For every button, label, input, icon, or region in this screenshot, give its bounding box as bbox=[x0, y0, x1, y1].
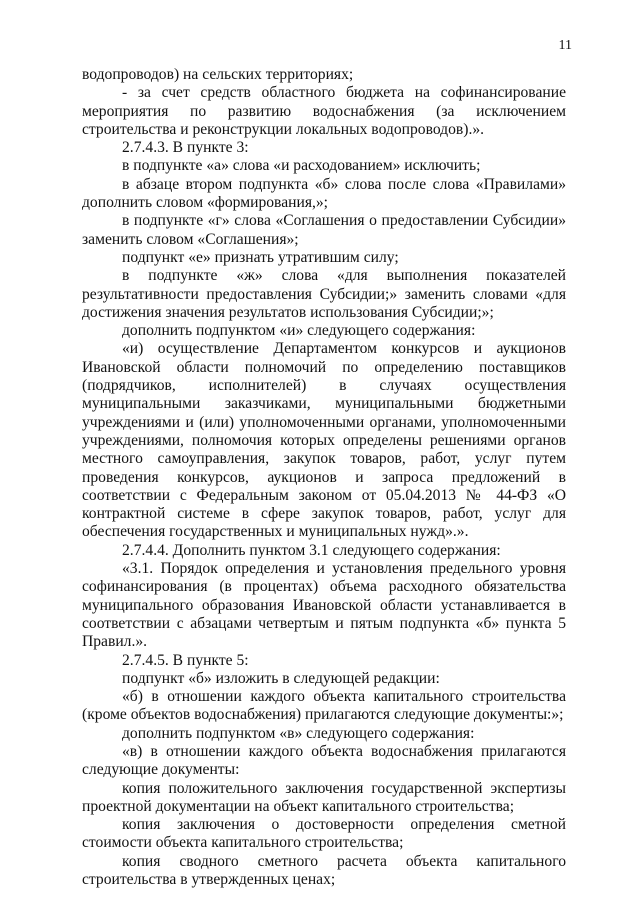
paragraph: в подпункте «г» слова «Соглашения о предоставлении Субсидии» заменить словом «Соглашения»; bbox=[82, 212, 566, 248]
paragraph: копия сводного сметного расчета объекта капитального строительства в утвержденных ценах; bbox=[82, 852, 566, 889]
document-body bbox=[82, 66, 566, 889]
paragraph: 2.7.4.5. В пункте 5: bbox=[122, 651, 249, 669]
paragraph: - за счет средств областного бюджета на софинансирование мероприятия по развитию водоснабжения (за исключением строительства и реконструкции локальных водопроводов).». bbox=[82, 84, 566, 138]
paragraph: «в) в отношении каждого объекта водоснабжения прилагаются следующие документы: bbox=[82, 742, 566, 779]
paragraph: 2.7.4.4. Дополнить пунктом 3.1 следующего содержания: bbox=[122, 541, 501, 559]
paragraph: копия заключения о достоверности определения сметной стоимости объекта капитального строительства; bbox=[82, 816, 566, 852]
paragraph: «б) в отношении каждого объекта капитального строительства (кроме объектов водоснабжения) прилагаются следующие документы:»; bbox=[82, 688, 566, 724]
paragraph: подпункт «е» признать утратившим силу; bbox=[122, 248, 399, 266]
paragraph: в подпункте «ж» слова «для выполнения показателей результативности предоставления Субсидии;» заменить словами «для достижения значения результатов использования Субсидии;»; bbox=[82, 267, 566, 321]
paragraph: в подпункте «а» слова «и расходованием» исключить; bbox=[122, 157, 481, 175]
page-number: 11 bbox=[558, 38, 572, 53]
paragraph: водопроводов) на сельских территориях; bbox=[82, 66, 354, 83]
paragraph: дополнить подпунктом «и» следующего содержания: bbox=[122, 322, 476, 340]
paragraph: копия положительного заключения государственной экспертизы проектной документации на объект капитального строительства; bbox=[82, 779, 566, 815]
paragraph: «3.1. Порядок определения и установления предельного уровня софинансирования (в процентах) объема расходного обязательства муниципального образования Ивановской области устанавливается в соответствии с абзацами четвертым и пятым подпункта «б» пункта 5 Правил.». bbox=[82, 560, 566, 651]
paragraph: «и) осуществление Департаментом конкурсов и аукционов Ивановской области полномочий по определению поставщиков (подрядчиков, исполнителей) в случаях осуществления муниципальными заказчиками, муниципальными бюджетными учреждениями и (или) уполномоченными органами, уполномоченными учреждениями, полномочия которых определены решениями органов местного самоуправления, закупок товаров, работ, услуг путем проведения конкурсов, аукционов и запроса предложений в соответствии с Федеральным законом от 05.04.2013 № 44-ФЗ «О контрактной системе в сфере закупок товаров, работ, услуг для обеспечения государственных и муниципальных нужд».». bbox=[82, 340, 566, 541]
paragraph: в абзаце втором подпункта «б» слова после слова «Правилами» дополнить словом «формирования,»; bbox=[82, 175, 566, 212]
paragraph: подпункт «б» изложить в следующей редакции: bbox=[122, 669, 440, 687]
paragraph: дополнить подпунктом «в» следующего содержания: bbox=[122, 724, 475, 742]
paragraph: 2.7.4.3. В пункте 3: bbox=[122, 139, 249, 157]
